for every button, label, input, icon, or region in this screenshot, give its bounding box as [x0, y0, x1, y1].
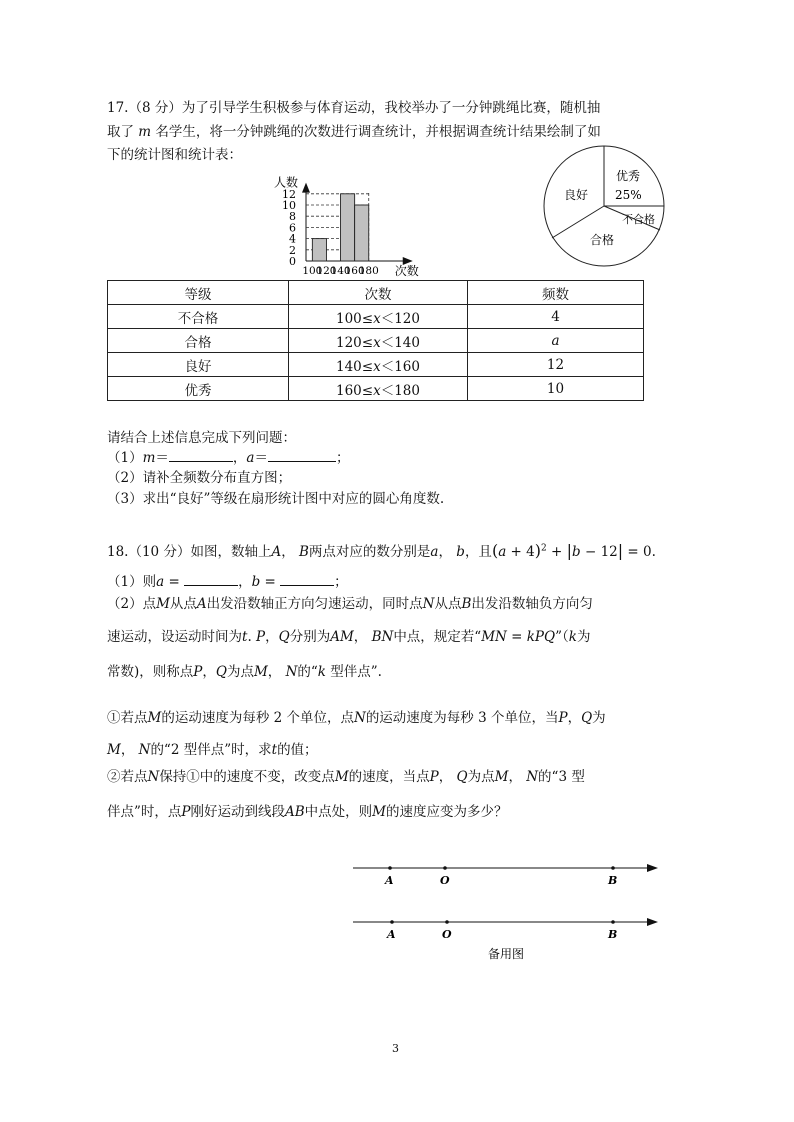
- pie-label-excellent: 优秀: [616, 169, 641, 183]
- q17-line2: 取了 m 名学生，将一分钟跳绳的次数进行调查统计，并根据调查统计结果绘制了如: [107, 124, 601, 140]
- table-cell-frequency: 4: [468, 305, 644, 329]
- table-header-frequency: 频数: [468, 281, 644, 305]
- label-a-1: A: [385, 874, 394, 887]
- q17-sub3: （3）求出“良好”等级在扇形统计图中对应的圆心角度数.: [107, 491, 445, 507]
- table-cell-range: 140≤x＜160: [289, 353, 468, 377]
- table-row: [108, 377, 644, 401]
- histogram-bar: [341, 194, 355, 261]
- q18-sub2-line2: 速运动，设运动时间为t. P，Q分别为AM， BN中点，规定若“MN = kPQ”（k为: [107, 629, 591, 645]
- x-axis-label: 次数: [394, 264, 419, 278]
- stats-table: [107, 280, 644, 401]
- histogram-plot-area: [274, 175, 419, 278]
- point-b-2: [611, 920, 615, 924]
- point-o-1: [443, 866, 447, 870]
- point-a-1: [388, 866, 392, 870]
- q18-sub1: （1）则a = ，b = ；: [107, 570, 348, 590]
- label-b-1: B: [608, 874, 618, 887]
- q18-line1: 18.（10 分）如图，数轴上A， B两点对应的数分别是a， b，且$(a + 4)^2 + |b - 12| = 0$.: [107, 541, 656, 560]
- equation: $(a + 4)^2 + |b - 12| = 0$: [491, 541, 652, 560]
- y-tick-label: 2: [289, 243, 296, 257]
- q17-sub1: （1）m＝ ，a＝ ；: [107, 446, 349, 466]
- label-b-2: B: [608, 928, 618, 941]
- y-tick-label: 8: [289, 210, 296, 224]
- pie-chart: [540, 142, 670, 272]
- answer-blank-a[interactable]: [268, 447, 336, 462]
- q17-sub2: （2）请补全频数分布直方图；: [107, 470, 292, 486]
- answer-blank-m[interactable]: [169, 447, 233, 462]
- y-tick-label: 6: [289, 221, 296, 235]
- pie-label-percent: 25%: [615, 188, 642, 202]
- table-cell-range: 160≤x＜180: [289, 377, 468, 401]
- q18-case2-line2: 伴点”时，点P刚好运动到线段AB中点处，则M的速度应变为多少？: [107, 804, 508, 820]
- label-a-2: A: [387, 928, 396, 941]
- table-cell-frequency: 10: [468, 377, 644, 401]
- number-line-2: [353, 918, 658, 941]
- arrow-icon: [647, 918, 658, 926]
- y-tick-label: 10: [282, 199, 296, 212]
- table-row: [108, 353, 644, 377]
- table-cell-level: 优秀: [108, 377, 289, 401]
- table-row: [108, 305, 644, 329]
- number-lines-figure: [350, 855, 665, 965]
- table-row: [108, 329, 644, 353]
- table-header-row: [108, 281, 644, 305]
- label-o-1: O: [440, 874, 450, 887]
- q17-line3: 下的统计图和统计表：: [107, 147, 242, 163]
- page-number: 3: [392, 1042, 399, 1055]
- histogram-bar: [312, 239, 326, 261]
- x-tick-label: 100: [302, 265, 323, 277]
- point-o-2: [445, 920, 449, 924]
- table-header-level: 等级: [108, 281, 289, 305]
- origin-label: 0: [289, 255, 296, 268]
- number-line-1: [353, 864, 658, 887]
- q18-case2-line1: ②若点N保持①中的速度不变，改变点M的速度，当点P， Q为点M， N的“3 型: [107, 769, 585, 785]
- answer-blank-a18[interactable]: [184, 571, 238, 586]
- point-a-2: [390, 920, 394, 924]
- pie-label-fail: 不合格: [622, 213, 655, 226]
- table-cell-level: 良好: [108, 353, 289, 377]
- pie-label-good: 良好: [564, 188, 589, 202]
- q18-sub2-line3: 常数)，则称点P，Q为点M， N的“k 型伴点”.: [107, 664, 382, 680]
- table-cell-level: 合格: [108, 329, 289, 353]
- q18-case1-line2: M， N的“2 型伴点”时，求t的值；: [107, 742, 318, 758]
- x-tick-label: 140: [330, 265, 351, 277]
- histogram-bar: [355, 205, 369, 261]
- label-o-2: O: [442, 928, 452, 941]
- histogram-chart: [270, 143, 495, 278]
- x-tick-label: 160: [344, 265, 365, 277]
- table-cell-range: 100≤x＜120: [289, 305, 468, 329]
- x-tick-label: 120: [316, 265, 337, 277]
- answer-blank-b18[interactable]: [280, 571, 334, 586]
- table-cell-level: 不合格: [108, 305, 289, 329]
- y-tick-label: 12: [282, 187, 296, 201]
- x-tick-label: 180: [358, 265, 379, 277]
- q18-case1-line1: ①若点M的运动速度为每秒 2 个单位，点N的运动速度为每秒 3 个单位，当P，Q为: [107, 710, 606, 726]
- table-cell-range: 120≤x＜140: [289, 329, 468, 353]
- point-b-1: [611, 866, 615, 870]
- q18-sub2-line1: （2）点M从点A出发沿数轴正方向匀速运动，同时点N从点B出发沿数轴负方向匀: [107, 596, 593, 612]
- y-tick-label: 4: [289, 232, 296, 246]
- table-cell-frequency: 12: [468, 353, 644, 377]
- pie-label-pass: 合格: [590, 233, 615, 247]
- arrow-icon: [647, 864, 658, 872]
- figure-caption: 备用图: [488, 947, 525, 961]
- q17-prompt: 请结合上述信息完成下列问题：: [107, 430, 296, 446]
- y-axis-arrow-icon: [302, 183, 310, 193]
- table-header-count: 次数: [289, 281, 468, 305]
- y-axis-label: 人数: [274, 175, 299, 190]
- table-cell-frequency: a: [468, 329, 644, 353]
- q17-line1: 17.（8 分）为了引导学生积极参与体育运动，我校举办了一分钟跳绳比赛，随机抽: [107, 100, 601, 116]
